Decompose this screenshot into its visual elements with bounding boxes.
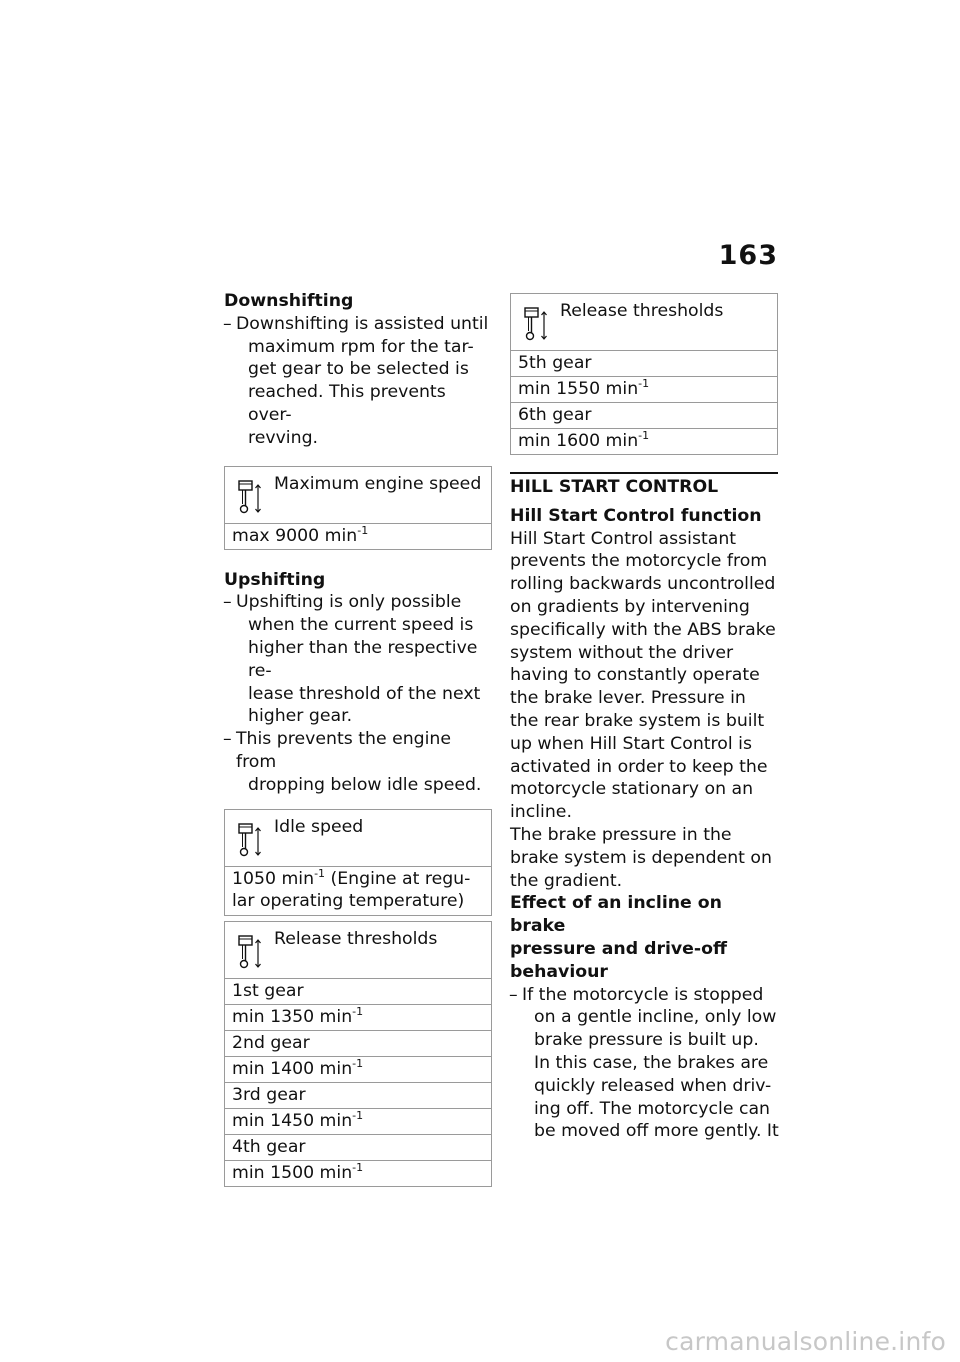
function-heading: Hill Start Control function	[510, 505, 762, 526]
dash-mark: –	[223, 313, 232, 334]
spec-value: max 9000 $\min^{-1}$	[232, 523, 369, 546]
bullet-line: revving.	[248, 427, 319, 448]
spec-header	[511, 294, 777, 351]
upshifting-bullet	[224, 728, 492, 796]
table-row: 3rd gear	[225, 1083, 491, 1109]
spec-label: Maximum engine speed	[274, 473, 482, 494]
table-row: min 1450 $\min^{-1}$	[225, 1109, 491, 1135]
spec-header	[225, 810, 491, 867]
bullet-line: Downshifting is assisted until	[236, 313, 489, 334]
piston-icon	[237, 479, 263, 515]
spec-label: Idle speed	[274, 816, 364, 837]
section-title: HILL START CONTROL	[510, 472, 778, 499]
spec-value: 1050 $\min^{-1}$ (Engine at regu- lar operating temperature)	[232, 866, 471, 912]
spec-header	[225, 922, 491, 979]
spec-label: Release thresholds	[274, 929, 438, 950]
table-row: min 1550 $\min^{-1}$	[511, 377, 777, 403]
dash-mark: –	[223, 729, 232, 750]
bullet-line: Upshifting is only possible	[236, 592, 462, 613]
release-thresholds-table	[510, 293, 778, 455]
effect-heading: Effect of an incline on brake pressure and drive-off behaviour	[510, 893, 727, 982]
piston-icon	[237, 822, 263, 858]
function-paragraph: Hill Start Control assistant prevents the motorcycle from rolling backwards uncontrolled on gradients by intervening specifically with the ABS brake system without the driver having to constantly operate the brake lever. Pressure in the rear brake system is built up when Hill Start Control is activated in order to keep the motorcycle stationary on an incline.	[510, 528, 776, 823]
bullet-line: dropping below idle speed.	[248, 774, 482, 795]
upshifting-bullet	[224, 591, 492, 728]
piston-icon	[523, 306, 549, 342]
table-row: min 1400 $\min^{-1}$	[225, 1057, 491, 1083]
idle-speed-table	[224, 809, 492, 917]
table-row: 2nd gear	[225, 1031, 491, 1057]
bullet-line: when the current speed is	[248, 615, 474, 636]
table-row: 5th gear	[511, 351, 777, 377]
table-row: 1st gear	[225, 979, 491, 1005]
table-row: min 1350 $\min^{-1}$	[225, 1005, 491, 1031]
bullet-line: lease threshold of the next	[248, 683, 481, 704]
downshifting-bullet	[224, 313, 492, 450]
left-column	[224, 290, 492, 1187]
release-thresholds-table	[224, 921, 492, 1187]
right-column	[510, 293, 780, 1143]
page-number: 163	[718, 240, 778, 271]
bullet-line: get gear to be selected is	[248, 359, 469, 380]
dash-mark: –	[509, 984, 518, 1005]
bullet-line: higher than the respective re-	[248, 637, 478, 681]
dash-mark: –	[223, 592, 232, 613]
bullet-line: maximum rpm for the tar-	[248, 336, 474, 357]
table-row: 6th gear	[511, 403, 777, 429]
max-engine-speed-table	[224, 466, 492, 550]
table-row: min 1500 $\min^{-1}$	[232, 1161, 364, 1184]
bullet-line: This prevents the engine from	[236, 729, 452, 772]
bullet-line: higher gear.	[248, 706, 353, 727]
effect-bullet: – If the motorcycle is stopped on a gentle incline, only low brake pressure is built up. In this case, the brakes are quickly released when driv- ing off. The motorcycle can be moved off more gently. It	[509, 984, 779, 1142]
watermark: carmanualsonline.info	[665, 1327, 946, 1356]
pressure-paragraph: The brake pressure in the brake system is dependent on the gradient.	[510, 824, 772, 891]
downshifting-heading: Downshifting	[224, 291, 354, 311]
table-row: 4th gear	[225, 1135, 491, 1161]
upshifting-heading: Upshifting	[224, 569, 326, 590]
piston-icon	[237, 934, 263, 970]
table-row: min 1600 $\min^{-1}$	[518, 429, 650, 451]
bullet-line: reached. This prevents over-	[248, 382, 446, 425]
spec-label: Release thresholds	[560, 301, 724, 321]
spec-header	[225, 467, 491, 524]
